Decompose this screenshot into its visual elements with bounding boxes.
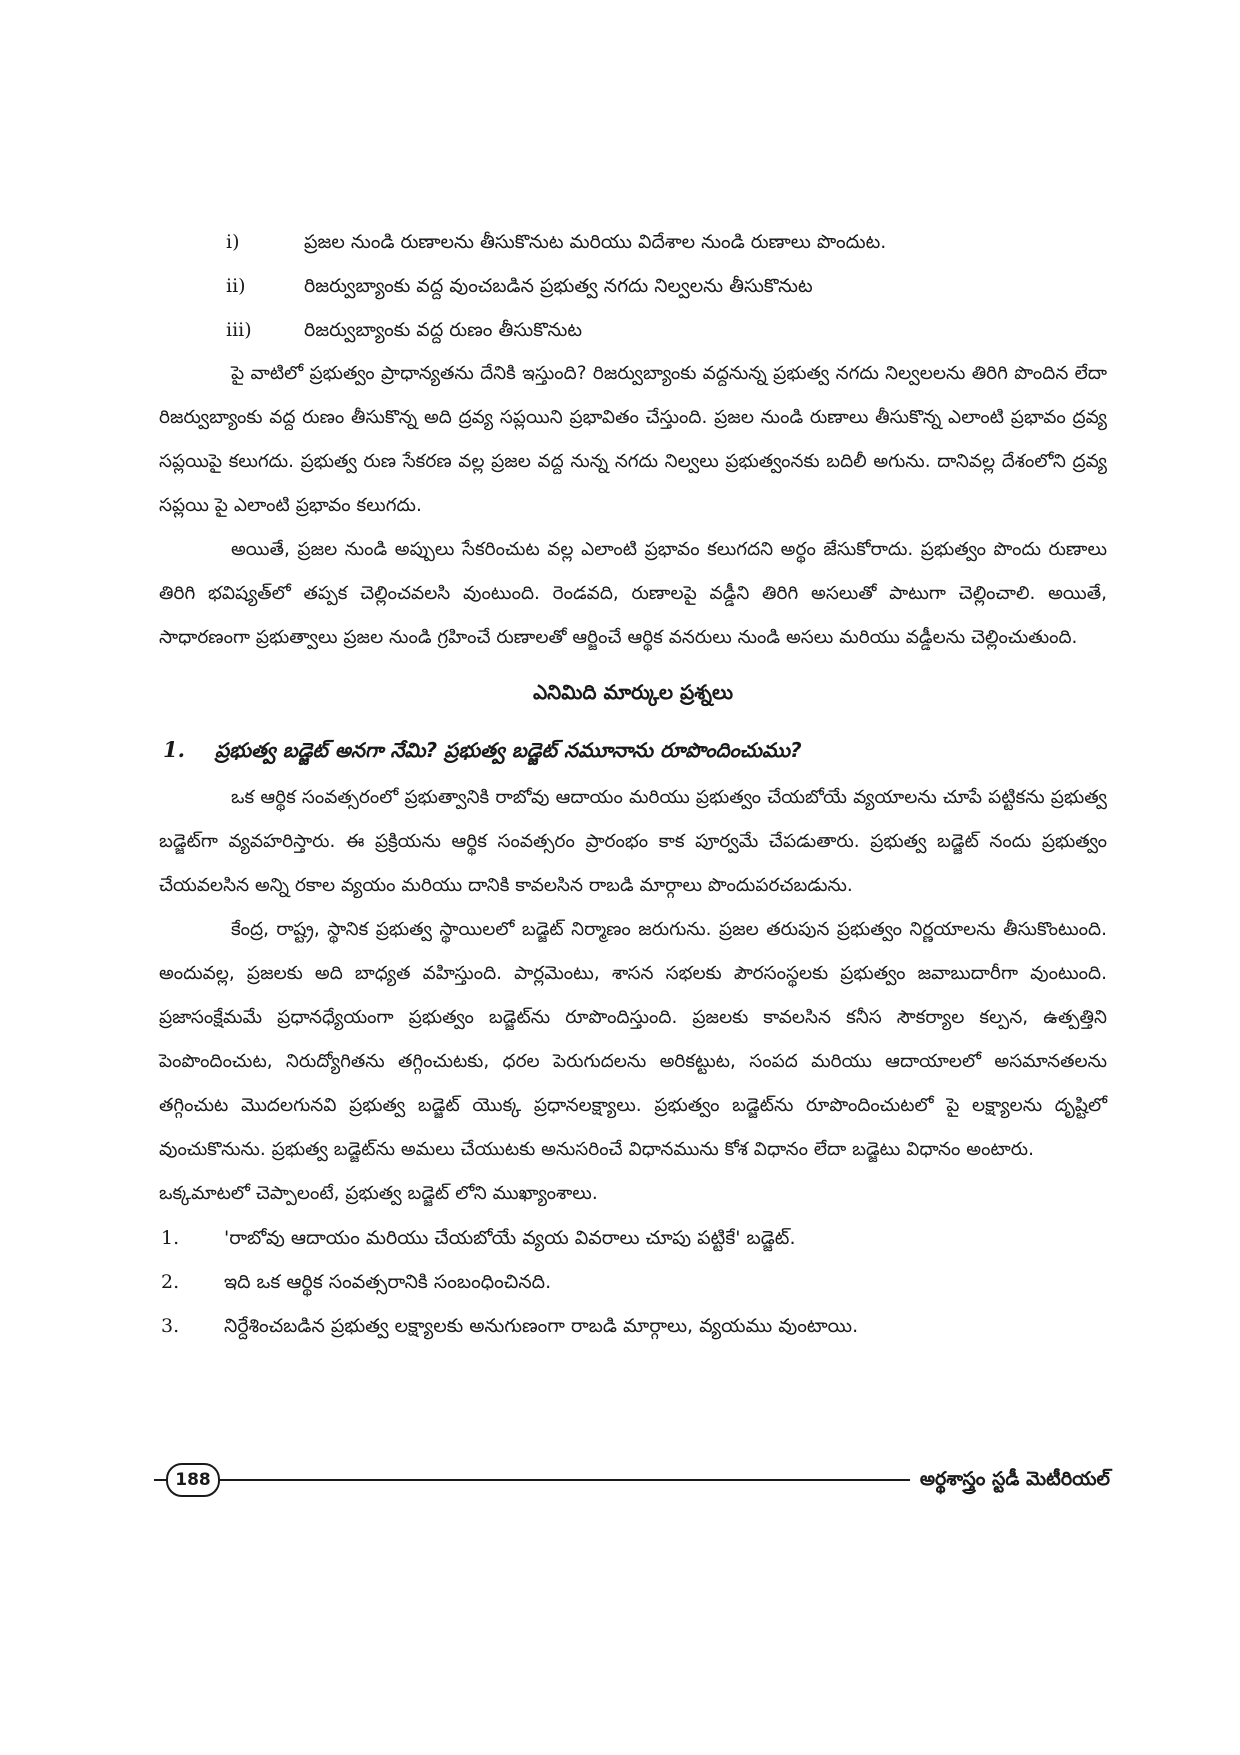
list-item [159, 1260, 1107, 1304]
list-item-text: 'రాబోవు ఆదాయం మరియు చేయబోయే వ్యయ వివరాలు చూపు పట్టికే' బడ్జెట్. [224, 1227, 796, 1249]
list-item-text: రిజర్వుబ్యాంకు వద్ద వుంచబడిన ప్రభుత్వ నగదు నిల్వలను తీసుకొనుట [304, 275, 813, 297]
list-item-number: i) [226, 231, 240, 253]
list-item-text: ఇది ఒక ఆర్థిక సంవత్సరానికి సంబంధించినది. [224, 1271, 552, 1293]
paragraph-money-supply: పై వాటిలో ప్రభుత్వం ప్రాధాన్యతను దేనికి ఇస్తుంది? రిజర్వుబ్యాంకు వద్దనున్న ప్రభుత్వ నగదు నిల్వలలను తిరిగి పొందిన లేదా రిజర్వుబ్యాంకు వద్ద రుణం తీసుకొన్న అది ద్రవ్య సప్లయిని ప్రభావితం చేస్తుంది. ప్రజల నుండి రుణాలు తీసుకొన్న ఎలాంటి ప్రభావం ద్రవ్య సప్లయిపై కలుగదు. ప్రభుత్వ రుణ సేకరణ వల్ల ప్రజల వద్ద నున్న నగదు నిల్వలు ప్రభుత్వంనకు బదిలీ అగును. దానివల్ల దేశంలోని ద్రవ్య సప్లయి పై ఎలాంటి ప్రభావం కలుగదు. [159, 363, 1107, 516]
page-footer [154, 1463, 1110, 1497]
list-item-number: 1. [161, 1227, 180, 1249]
list-item [159, 220, 1107, 264]
paragraph-summary: ఒక్కమాటలో చెప్పాలంటే, ప్రభుత్వ బడ్జెట్ లోని ముఖ్యాంశాలు. [159, 1183, 598, 1204]
paragraph-budget-objectives: కేంద్ర, రాష్ట్ర, స్థానిక ప్రభుత్వ స్థాయిలలో బడ్జెట్ నిర్మాణం జరుగును. ప్రజల తరుపున ప్రభుత్వం నిర్ణయాలను తీసుకొంటుంది. అందువల్ల, ప్రజలకు అది బాధ్యత వహిస్తుంది. పార్లమెంటు, శాసన సభలకు పౌరసంస్థలకు ప్రభుత్వం జవాబుదారీగా వుంటుంది. ప్రజాసంక్షేమమే ప్రధానధ్యేయంగా ప్రభుత్వం బడ్జెట్‌ను రూపొందిస్తుంది. ప్రజలకు కావలసిన కనీస సౌకర్యాల కల్పన, ఉత్పత్తిని పెంపొందించుట, నిరుద్యోగితను తగ్గించుటకు, ధరల పెరుగుదలను అరికట్టుట, సంపద మరియు ఆదాయాలలో అసమానతలను తగ్గించుట మొదలగునవి ప్రభుత్వ బడ్జెట్ యొక్క ప్రధానలక్ష్యాలు. ప్రభుత్వం బడ్జెట్‌ను రూపొందించుటలో పై లక్ష్యాలను దృష్టిలో వుంచుకొనును. ప్రభుత్వ బడ్జెట్‌ను అమలు చేయుటకు అనుసరించే విధానమును కోశ విధానం లేదా బడ్జెటు విధానం అంటారు. [159, 919, 1107, 1160]
list-item-text: ప్రజల నుండి రుణాలను తీసుకొనుట మరియు విదేశాల నుండి రుణాలు పొందుట. [304, 231, 887, 253]
list-item [159, 308, 1107, 352]
list-item-text: రిజర్వుబ్యాంకు వద్ద రుణం తీసుకొనుట [304, 319, 583, 341]
question [159, 726, 1107, 774]
list-item [159, 264, 1107, 308]
list-item-number: iii) [226, 319, 252, 341]
list-item-number: 3. [161, 1315, 180, 1337]
paragraph-public-debt: అయితే, ప్రజల నుండి అప్పులు సేకరించుట వల్ల ఎలాంటి ప్రభావం కలుగదని అర్థం జేసుకోరాదు. ప్రభుత్వం పొందు రుణాలు తిరిగి భవిష్యత్‌లో తప్పక చెల్లించవలసి వుంటుంది. రెండవది, రుణాలపై వడ్డీని తిరిగి అసలుతో పాటుగా చెల్లించాలి. అయితే, సాధారణంగా ప్రభుత్వాలు ప్రజల నుండి గ్రహించే రుణాలతో ఆర్జించే ఆర్థిక వనరులు నుండి అసలు మరియు వడ్డీలను చెల్లించుతుంది. [159, 539, 1107, 648]
paragraph-budget-definition: ఒక ఆర్థిక సంవత్సరంలో ప్రభుత్వానికి రాబోవు ఆదాయం మరియు ప్రభుత్వం చేయబోయే వ్యయాలను చూపే పట్టికను ప్రభుత్వ బడ్జెట్‌గా వ్యవహరిస్తారు. ఈ ప్రక్రియను ఆర్థిక సంవత్సరం ప్రారంభం కాక పూర్వమే చేపడుతారు. ప్రభుత్వ బడ్జెట్ నందు ప్రభుత్వం చేయవలసిన అన్ని రకాల వ్యయం మరియు దానికి కావలసిన రాబడి మార్గాలు పొందుపరచబడును. [159, 787, 1107, 896]
page-content [159, 220, 1107, 1348]
list-item-text: నిర్దేశించబడిన ప్రభుత్వ లక్ష్యాలకు అనుగుణంగా రాబడి మార్గాలు, వ్యయము వుంటాయి. [224, 1315, 859, 1337]
list-item-number: ii) [226, 275, 246, 297]
footer-title: అర్థశాస్త్రం స్టడీ మెటీరియల్ [910, 1463, 1110, 1495]
question-text: ప్రభుత్వ బడ్జెట్ అనగా నేమి? ప్రభుత్వ బడ్జెట్ నమూనాను రూపొందించుము? [215, 738, 802, 762]
page-number: 188 [166, 1463, 220, 1497]
question-number: 1. [163, 737, 185, 762]
list-item-number: 2. [161, 1271, 180, 1293]
section-heading: ఎనిమిది మార్కుల ప్రశ్నలు [532, 680, 734, 704]
list-item [159, 1304, 1107, 1348]
list-item [159, 1216, 1107, 1260]
